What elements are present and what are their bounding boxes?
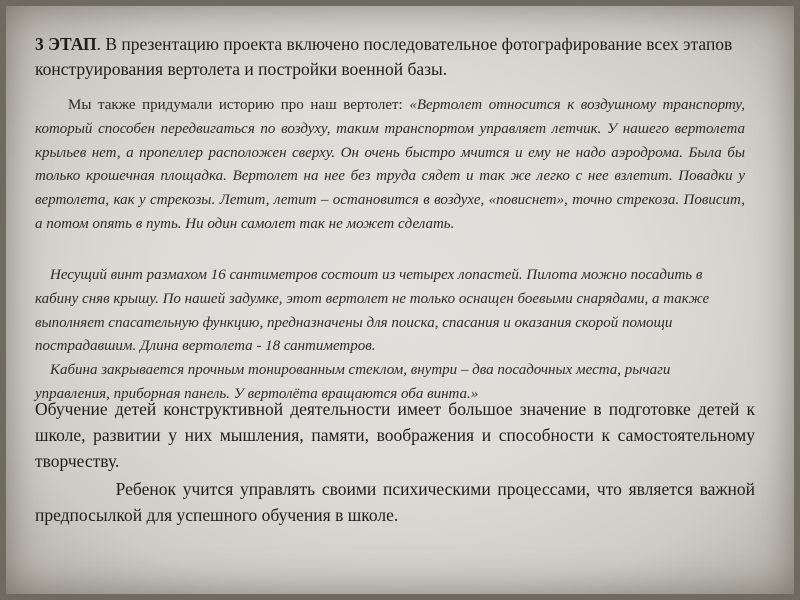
story-text: «Вертолет относится к воздушному транспорту, который способен передвигаться по воздуху, таким транспортом управляет летчик. У нашего вертолета крыльев нет, а пропеллер расположен сверху. Он очень быстро мчится и ему не надо аэродрома. Была бы только крошечная площадка. Вертолет на нее без труда сядет и так же легко с нее взлетит. Повадки у вертолета, как у стрекозы. Летит, летит – остановится в воздухе, «повиснет», точно стрекоза. Повисит, а потом опять в путь. Ни один самолет так не может сделать. bbox=[35, 97, 746, 232]
stage-intro-paragraph bbox=[35, 32, 745, 82]
stage-label: 3 ЭТАП bbox=[35, 34, 97, 54]
rotor-paragraph bbox=[35, 264, 745, 407]
child-paragraph bbox=[35, 476, 755, 528]
slide bbox=[6, 6, 794, 594]
cabin-text: Кабина закрывается прочным тонированным стеклом, внутри – два посадочных места, рычаги управления, приборная панель. У вертолёта вращаются оба винта.» bbox=[35, 362, 671, 402]
rotor-text: Несущий винт размахом 16 сантиметров состоит из четырех лопастей. Пилота можно посадить в кабину сняв крышу. По нашей задумке, этот вертолет не только оснащен боевыми снарядами, а также выполняет спасательную функцию, предназначены для поиска, спасания и оказания скорой помощи пострадавшим. Длина вертолета - 18 сантиметров. bbox=[35, 267, 710, 355]
stage-intro-text: . В презентацию проекта включено последовательное фотографирование всех этапов конструирования вертолета и постройки военной базы. bbox=[35, 34, 733, 79]
story-lead: Мы также придумали историю про наш вертолет: bbox=[68, 97, 410, 113]
story-paragraph bbox=[35, 94, 745, 237]
child-text: Ребенок учится управлять своими психическими процессами, что является важной предпосылкой для успешного обучения в школе. bbox=[35, 479, 755, 525]
education-paragraph: Обучение детей конструктивной деятельности имеет большое значение в подготовке детей к школе, развитии у них мышления, памяти, воображения и способности к самостоятельному творчеству. bbox=[35, 399, 755, 471]
